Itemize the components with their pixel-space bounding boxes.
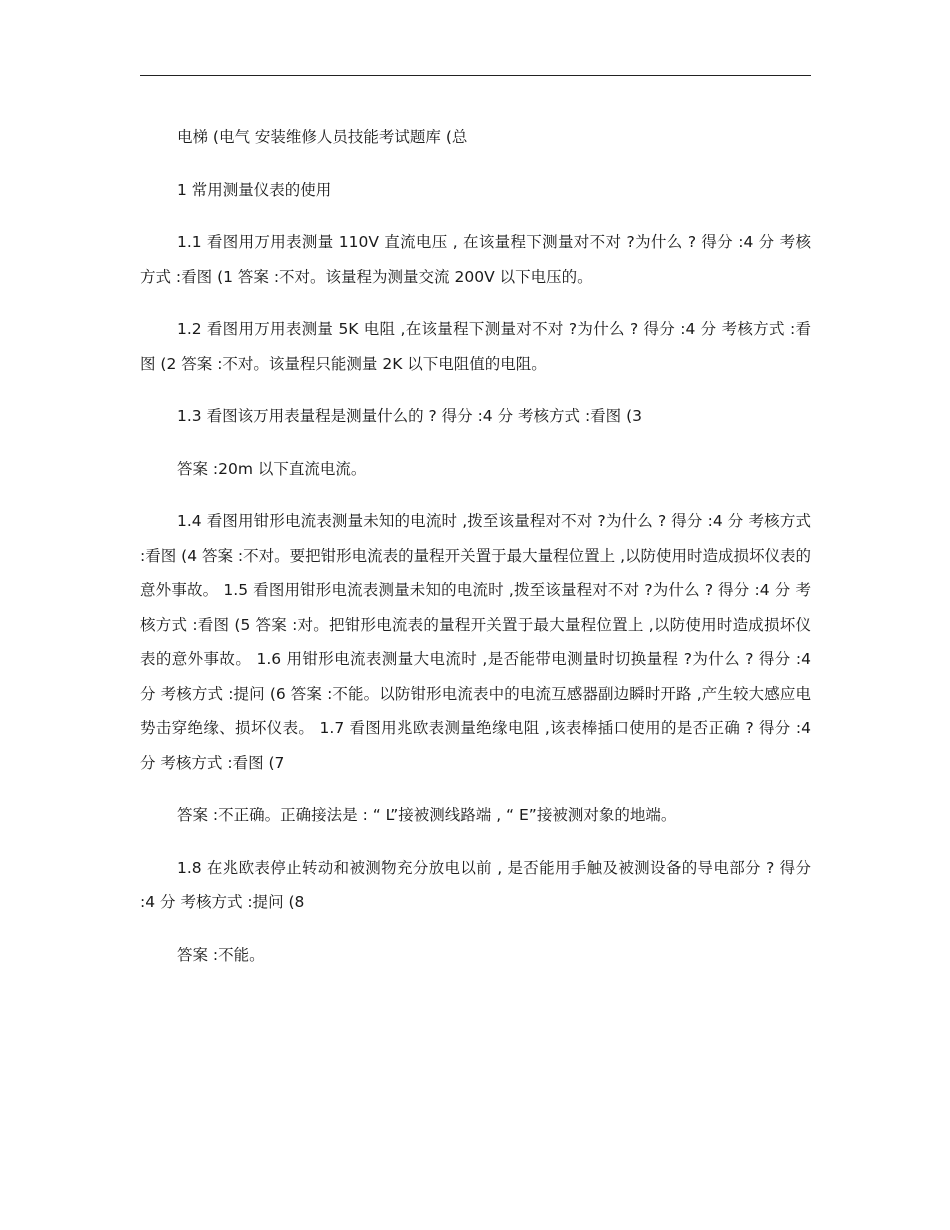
- question-1-1: 1.1 看图用万用表测量 110V 直流电压 , 在该量程下测量对不对 ?为什么 ? 得分 :4 分 考核方式 :看图 (1 答案 :不对。该量程为测量交流 200V 以下电压的。: [140, 233, 811, 286]
- document-body: [140, 120, 811, 990]
- question-1-2: 1.2 看图用万用表测量 5K 电阻 ,在该量程下测量对不对 ?为什么 ? 得分 :4 分 考核方式 :看图 (2 答案 :不对。该量程只能测量 2K 以下电阻值的电阻。: [140, 320, 811, 373]
- header-rule: [140, 75, 811, 76]
- section-heading: 1 常用测量仪表的使用: [177, 180, 332, 199]
- document-title: 电梯 (电气 安装维修人员技能考试题库 (总: [177, 128, 468, 146]
- answer-1-3: 答案 :20m 以下直流电流。: [177, 459, 367, 478]
- answer-1-7: 答案 :不正确。正确接法是 : “ L”接被测线路端 , “ E”接被测对象的地端。: [177, 806, 677, 824]
- questions-1-4-to-1-7: 1.4 看图用钳形电流表测量未知的电流时 ,拨至该量程对不对 ?为什么 ? 得分 :4 分 考核方式 :看图 (4 答案 :不对。要把钳形电流表的量程开关置于最大量程位置上 ,以防使用时造成损坏仪表的意外事故。 1.5 看图用钳形电流表测量未知的电流时 ,拨至该量程对不对 ?为什么 ? 得分 :4 分 考核方式 :看图 (5 答案 :对。把钳形电流表的量程开关置于最大量程位置上 ,以防使用时造成损坏仪表的意外事故。 1.6 用钳形电流表测量大电流时 ,是否能带电测量时切换量程 ?为什么 ? 得分 :4 分 考核方式 :提问 (6 答案 :不能。以防钳形电流表中的电流互感器副边瞬时开路 ,产生较大感应电势击穿绝缘、损坏仪表。 1.7 看图用兆欧表测量绝缘电阻 ,该表棒插口使用的是否正确 ? 得分 :4 分 考核方式 :看图 (7: [140, 512, 811, 772]
- answer-1-8: 答案 :不能。: [177, 945, 265, 964]
- question-1-8: 1.8 在兆欧表停止转动和被测物充分放电以前 , 是否能用手触及被测设备的导电部分 ? 得分 :4 分 考核方式 :提问 (8: [140, 858, 811, 911]
- question-1-3: 1.3 看图该万用表量程是测量什么的 ? 得分 :4 分 考核方式 :看图 (3: [177, 407, 643, 425]
